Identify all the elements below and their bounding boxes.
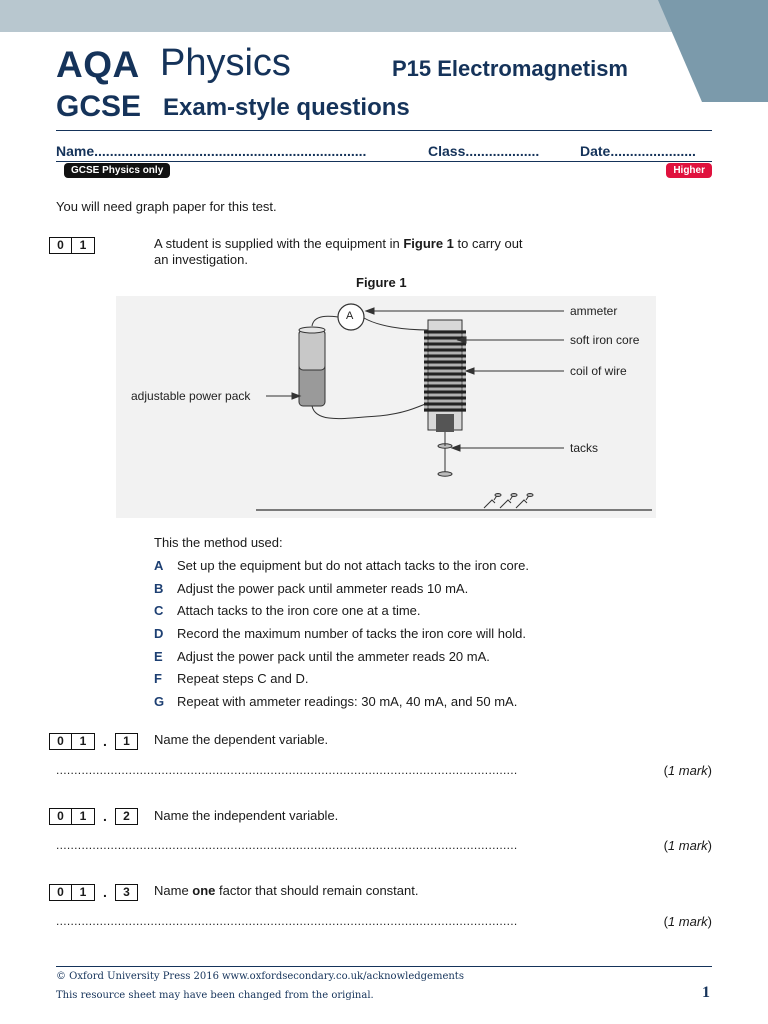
question-number-digit: 1	[72, 237, 95, 254]
subquestion-number: 0 1 . 1	[49, 733, 138, 750]
answer-line[interactable]: ...............................................................................................................................	[56, 838, 518, 852]
header-band	[0, 0, 768, 32]
date-field[interactable]: Date......................	[580, 143, 696, 159]
method-step: A Set up the equipment but do not attach tacks to the iron core.	[154, 558, 529, 573]
intro-text: You will need graph paper for this test.	[56, 199, 277, 214]
mark-allocation: (1 mark)	[663, 914, 712, 929]
label-ammeter: ammeter	[570, 304, 618, 318]
header-rule	[56, 130, 712, 131]
method-intro: This the method used:	[154, 535, 283, 550]
label-tacks: tacks	[570, 441, 599, 455]
header-corner-shape	[658, 0, 768, 102]
brand-aqa: AQA	[56, 44, 140, 85]
tier-badge: Higher	[666, 163, 712, 178]
subquestion-number: 0 1 . 2	[49, 808, 138, 825]
page-subtitle: Exam-style questions	[163, 94, 410, 121]
page-number: 1	[702, 984, 710, 1001]
label-soft-iron-core: soft iron core	[570, 333, 640, 347]
physics-only-badge: GCSE Physics only	[64, 163, 170, 178]
answer-line[interactable]: ...............................................................................................................................	[56, 763, 518, 777]
label-power-pack: adjustable power pack	[131, 389, 251, 403]
question-stem-line-2: an investigation.	[154, 252, 248, 267]
subquestion-text: Name the dependent variable.	[154, 732, 329, 747]
figure-electromagnet-apparatus	[116, 296, 656, 518]
brand-gcse: GCSE	[56, 90, 142, 123]
wire-to-coil	[364, 318, 430, 330]
coil-windings	[424, 332, 466, 410]
figure-title: Figure 1	[356, 275, 407, 290]
footer-rule	[56, 966, 712, 967]
method-step: E Adjust the power pack until the ammeter reads 20 mA.	[154, 649, 490, 664]
brand-physics: Physics	[160, 42, 291, 84]
tacks-on-bench	[484, 494, 533, 509]
apparatus-diagram	[116, 296, 656, 518]
footer-url[interactable]: www.oxfordsecondary.co.uk/acknowledgements	[222, 971, 464, 982]
method-step: F Repeat steps C and D.	[154, 671, 309, 686]
class-field[interactable]: Class...................	[428, 143, 540, 159]
wire-return	[312, 402, 430, 419]
mark-allocation: (1 mark)	[663, 838, 712, 853]
subquestion-number: 0 1 . 3	[49, 884, 138, 901]
method-step: C Attach tacks to the iron core one at a time.	[154, 603, 421, 618]
method-step: D Record the maximum number of tacks the iron core will hold.	[154, 626, 526, 641]
fields-rule	[56, 161, 712, 162]
label-coil-of-wire: coil of wire	[570, 364, 627, 378]
method-step: B Adjust the power pack until ammeter reads 10 mA.	[154, 581, 469, 596]
ammeter-symbol-label: A	[346, 310, 354, 322]
wire-to-ammeter	[312, 316, 338, 326]
answer-line[interactable]: ...............................................................................................................................	[56, 914, 518, 928]
page-title: P15 Electromagnetism	[392, 56, 628, 81]
name-field[interactable]: Name......................................................................	[56, 143, 367, 159]
power-pack-top	[299, 330, 325, 370]
question-number	[49, 237, 95, 254]
footer-copyright: © Oxford University Press 2016	[56, 971, 220, 982]
subquestion-text: Name one factor that should remain constant.	[154, 883, 419, 898]
footer-note: This resource sheet may have been changed from the original.	[56, 990, 374, 1001]
method-step: G Repeat with ammeter readings: 30 mA, 40 mA, and 50 mA.	[154, 694, 518, 709]
subquestion-text: Name the independent variable.	[154, 808, 339, 823]
core-bottom	[436, 414, 454, 432]
power-pack-cap	[299, 327, 325, 333]
tacks-hanging	[438, 432, 452, 476]
figure-reference: Figure 1	[403, 236, 454, 251]
question-stem-line-1: A student is supplied with the equipment in Figure 1 to carry out	[154, 236, 523, 251]
question-number-digit: 0	[49, 237, 72, 254]
mark-allocation: (1 mark)	[663, 763, 712, 778]
